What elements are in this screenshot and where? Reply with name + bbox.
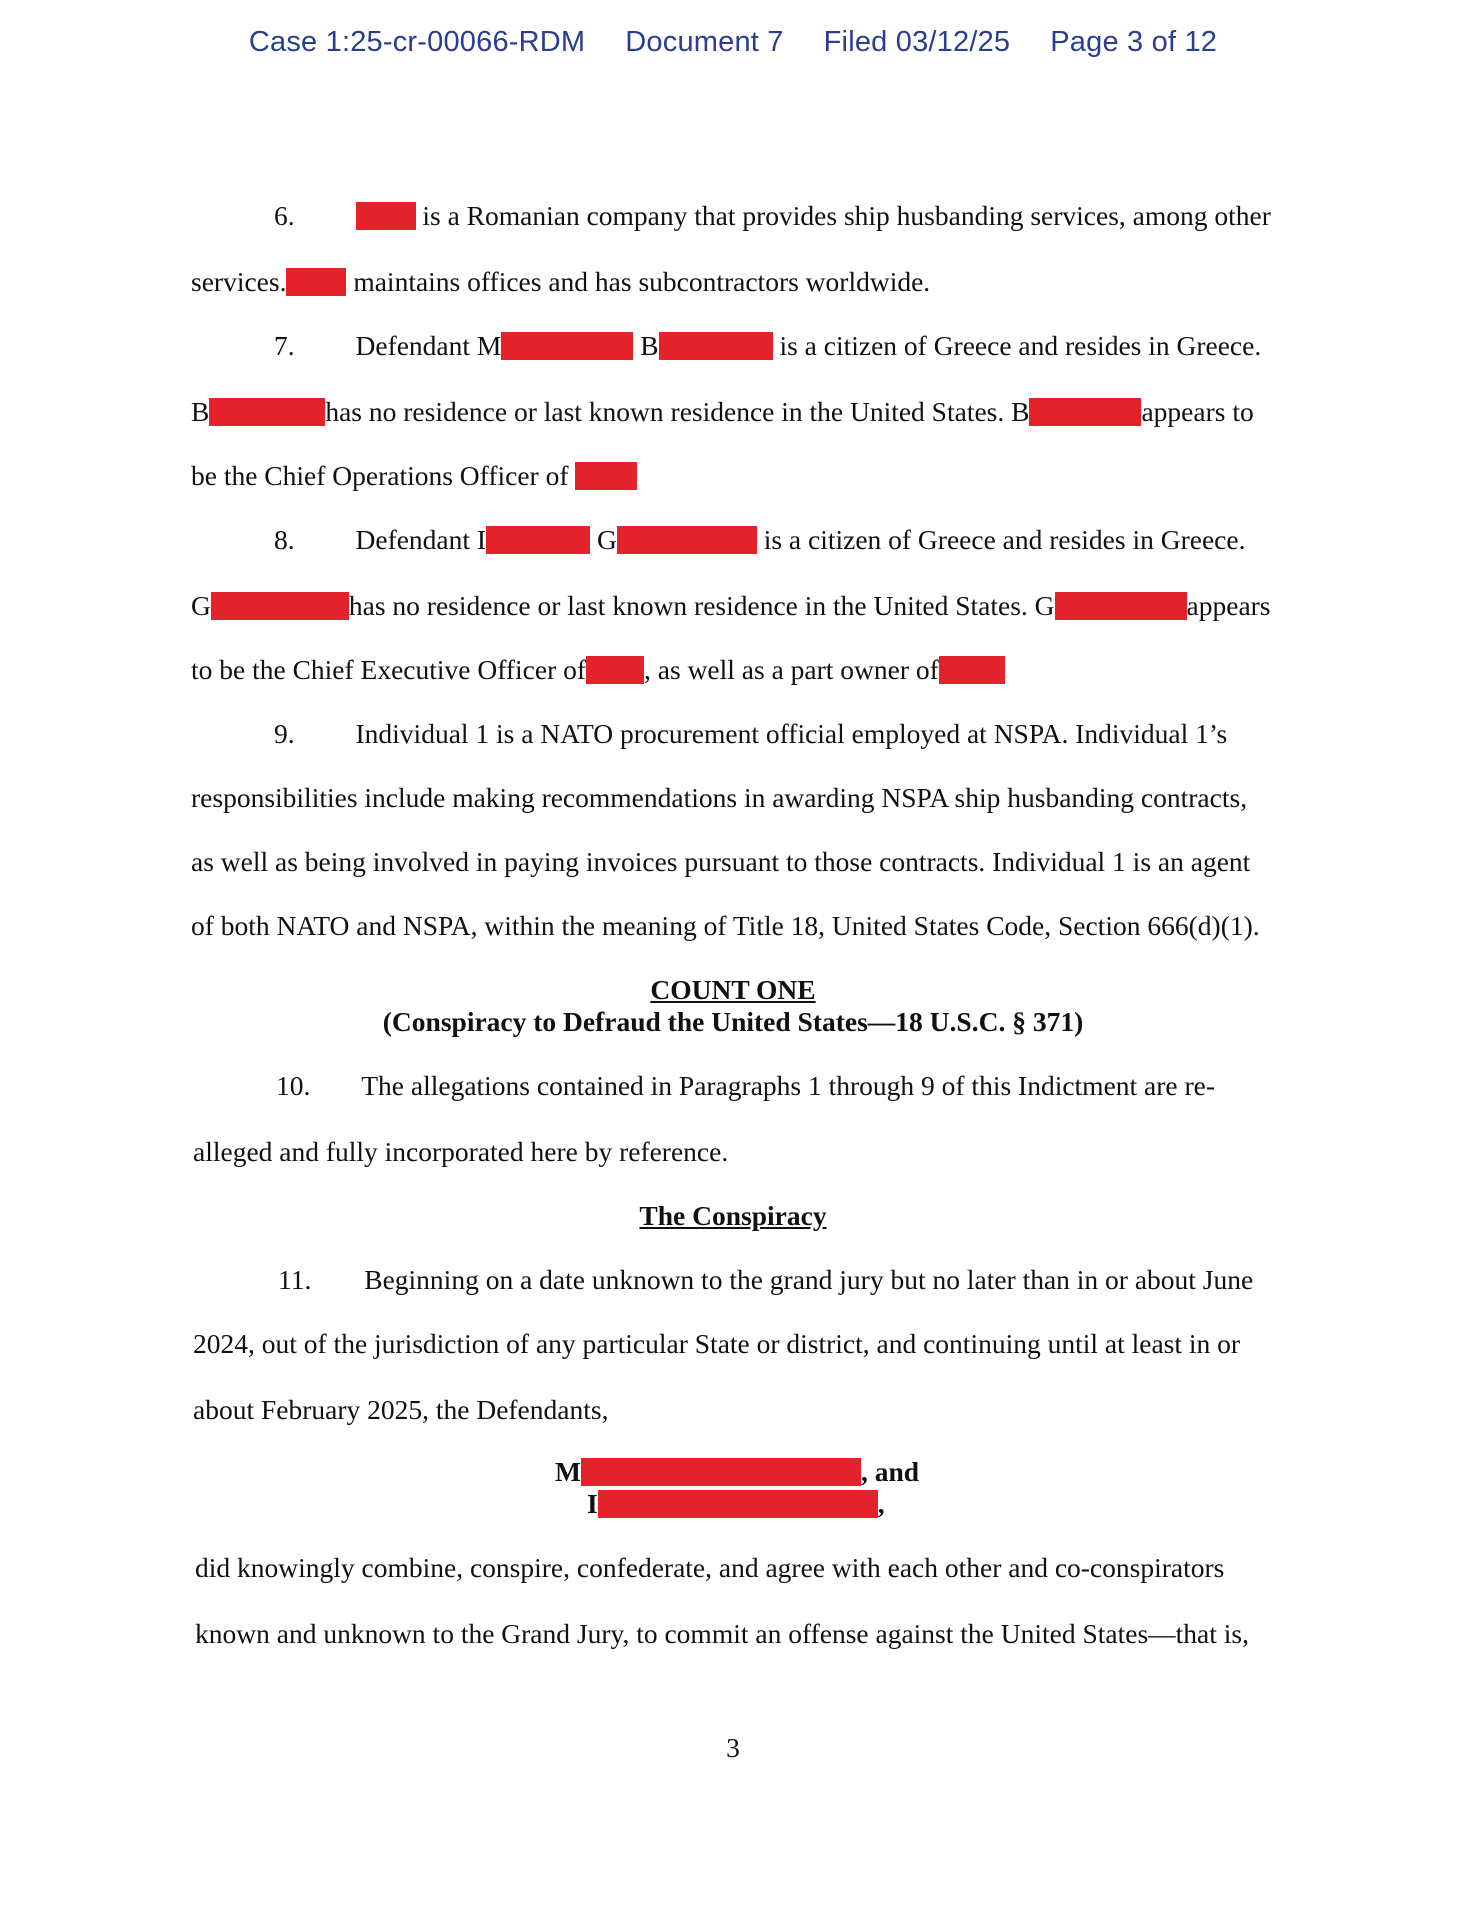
filed-date: Filed 03/12/25 [823,26,1011,58]
defendant-2: I , [587,1488,885,1519]
redaction-box [598,1490,878,1518]
paragraph-9-line-1: 9. Individual 1 is a NATO procurement official employed at NSPA. Individual 1’s [274,718,1228,749]
paragraph-6-line-2: services. maintains offices and has subcontractors worldwide. [191,266,931,297]
document-number: Document 7 [625,26,784,58]
paragraph-8-line-1: 8. Defendant I G is a citizen of Greece and resides in Greece. [274,524,1246,555]
redaction-box [586,656,644,684]
paragraph-11-line-4: did knowingly combine, conspire, confederate, and agree with each other and co-conspirators [195,1552,1225,1583]
paragraph-6-line-1: 6. is a Romanian company that provides ship husbanding services, among other [274,200,1271,231]
redaction-box [617,526,757,554]
redaction-box [659,332,773,360]
count-one-subtitle: (Conspiracy to Defraud the United States—18 U.S.C. § 371) [382,1006,1084,1037]
redaction-box [575,462,637,490]
redaction-box [939,656,1005,684]
paragraph-11-line-5: known and unknown to the Grand Jury, to commit an offense against the United States—that is, [195,1618,1249,1649]
paragraph-number: 6. [274,200,295,231]
paragraph-10-line-2: alleged and fully incorporated here by reference. [193,1136,729,1167]
paragraph-number: 9. [274,718,295,749]
redaction-box [209,398,325,426]
paragraph-number: 7. [274,330,295,361]
paragraph-11-line-1: 11. Beginning on a date unknown to the grand jury but no later than in or about June [278,1264,1254,1295]
case-number: Case 1:25-cr-00066-RDM [248,26,586,58]
redaction-box [286,268,346,296]
redaction-box [501,332,633,360]
redaction-box [486,526,590,554]
paragraph-9-line-3: as well as being involved in paying invoices pursuant to those contracts. Individual 1 is an agent [191,846,1251,877]
conspiracy-heading: The Conspiracy [639,1200,827,1231]
paragraph-number: 10. [276,1070,311,1101]
redaction-box [356,202,416,230]
count-one-title: COUNT ONE [650,974,816,1005]
paragraph-7-line-1: 7. Defendant M B is a citizen of Greece and resides in Greece. [274,330,1262,361]
paragraph-7-line-3: be the Chief Operations Officer of [191,460,637,492]
redaction-box [1029,398,1141,426]
ecf-header [0,26,1466,59]
paragraph-8-line-2: G has no residence or last known residence in the United States. G appears [191,590,1271,621]
paragraph-10-line-1: 10. The allegations contained in Paragraphs 1 through 9 of this Indictment are re- [276,1070,1216,1101]
paragraph-9-line-2: responsibilities include making recommendations in awarding NSPA ship husbanding contracts, [191,782,1248,813]
redaction-box [1055,592,1187,620]
paragraph-9-line-4: of both NATO and NSPA, within the meaning of Title 18, United States Code, Section 666(d)(1). [191,910,1260,941]
defendant-1: M , and [555,1456,920,1487]
redaction-box [211,592,349,620]
redaction-box [581,1458,861,1486]
paragraph-11-line-2: 2024, out of the jurisdiction of any particular State or district, and continuing until at least in or [193,1328,1241,1359]
paragraph-number: 8. [274,524,295,555]
paragraph-8-line-3: to be the Chief Executive Officer of , as well as a part owner of [191,654,1005,686]
page-number: 3 [726,1732,740,1763]
paragraph-11-line-3: about February 2025, the Defendants, [193,1394,609,1425]
page-indicator: Page 3 of 12 [1050,26,1218,58]
paragraph-7-line-2: B has no residence or last known residence in the United States. B appears to [191,396,1254,427]
paragraph-number: 11. [278,1264,312,1295]
